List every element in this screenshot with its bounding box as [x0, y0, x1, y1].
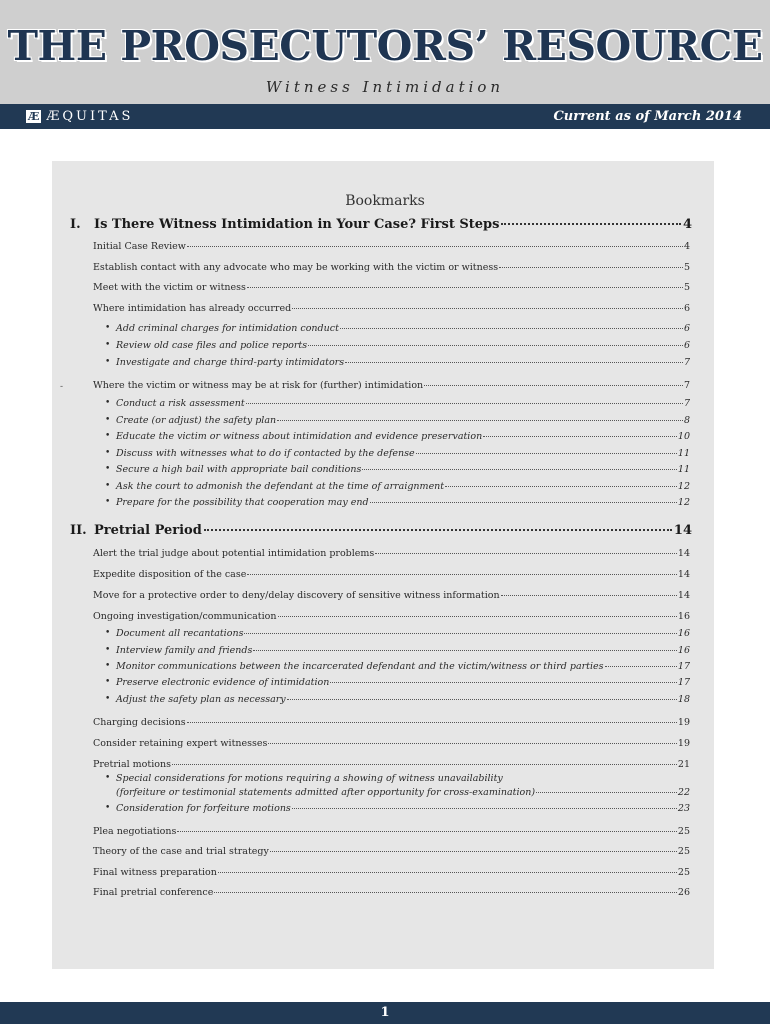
entry-label: Preserve electronic evidence of intimidation [116, 677, 330, 688]
entry-label: Adjust the safety plan as necessary [116, 694, 286, 705]
entry-page: 7 [683, 357, 690, 368]
entry-page: 16 [677, 628, 690, 639]
bookmark-subentry[interactable] [116, 803, 690, 814]
leader-dots [330, 682, 677, 683]
bookmark-entry[interactable] [93, 241, 690, 252]
bullet-icon: • [105, 398, 111, 408]
section-label: Is There Witness Intimidation in Your Case? First Steps [94, 217, 500, 232]
entry-label: Ongoing investigation/communication [93, 611, 277, 622]
entry-page: 14 [677, 590, 690, 601]
entry-label: Investigate and charge third-party intimidators [116, 357, 345, 368]
entry-label: (forfeiture or testimonial statements admitted after opportunity for cross-examination) [116, 787, 536, 798]
bookmark-entry[interactable] [93, 846, 690, 857]
leader-dots [292, 308, 683, 309]
entry-label: Charging decisions [93, 717, 186, 728]
entry-page: 17 [677, 661, 690, 672]
bookmark-subentry[interactable] [116, 787, 690, 798]
leader-dots [370, 502, 677, 503]
document-subtitle: Witness Intimidation [265, 78, 505, 96]
section-label: Pretrial Period [94, 523, 202, 538]
entry-label: Meet with the victim or witness [93, 282, 246, 293]
leader-dots [270, 851, 677, 852]
stray-mark: - [60, 382, 64, 392]
bookmark-entry[interactable] [93, 759, 690, 770]
bookmark-subentry[interactable] [116, 645, 690, 656]
header-band [0, 104, 770, 129]
leader-dots [247, 574, 677, 575]
leader-dots [268, 743, 677, 744]
section-page: 14 [673, 523, 692, 538]
bookmark-subentry[interactable] [116, 357, 690, 368]
entry-page: 14 [677, 548, 690, 559]
entry-label: Special considerations for motions requiring a showing of witness unavailability [116, 773, 503, 784]
bullet-icon: • [105, 803, 111, 813]
entry-page: 4 [683, 241, 690, 252]
bookmark-subentry[interactable] [116, 773, 690, 784]
bookmark-entry[interactable] [93, 262, 690, 273]
bookmark-section-1[interactable] [70, 217, 692, 232]
entry-label: Prepare for the possibility that cooperation may end [116, 497, 369, 508]
bullet-icon: • [105, 773, 111, 783]
entry-label: Discuss with witnesses what to do if contacted by the defense [116, 448, 415, 459]
entry-label: Alert the trial judge about potential intimidation problems [93, 548, 375, 559]
leader-dots [501, 595, 677, 596]
leader-dots [424, 385, 683, 386]
entry-page: 7 [683, 398, 690, 409]
bookmark-subentry[interactable] [116, 415, 690, 426]
bookmark-entry[interactable] [93, 380, 690, 391]
leader-dots [253, 650, 677, 651]
entry-page: 22 [677, 787, 690, 798]
section-number: I. [70, 217, 81, 232]
entry-page: 6 [683, 303, 690, 314]
entry-label: Initial Case Review [93, 241, 186, 252]
leader-dots [483, 436, 677, 437]
entry-label: Add criminal charges for intimidation conduct [116, 323, 339, 334]
entry-label: Secure a high bail with appropriate bail conditions [116, 464, 362, 475]
entry-label: Document all recantations [116, 628, 244, 639]
leader-dots [278, 616, 677, 617]
leader-dots [375, 553, 677, 554]
bookmark-subentry[interactable] [116, 448, 690, 459]
bookmark-entry[interactable] [93, 282, 690, 293]
section-page: 4 [682, 217, 692, 232]
entry-page: 6 [683, 340, 690, 351]
leader-dots [362, 469, 677, 470]
entry-page: 16 [677, 611, 690, 622]
entry-page: 26 [677, 887, 690, 898]
entry-page: 12 [677, 497, 690, 508]
entry-label: Move for a protective order to deny/delay discovery of sensitive witness information [93, 590, 500, 601]
leader-dots [499, 267, 683, 268]
bookmark-entry[interactable] [93, 717, 690, 728]
entry-page: 6 [683, 323, 690, 334]
bookmarks-heading: Bookmarks [345, 193, 425, 209]
entry-page: 11 [677, 448, 690, 459]
leader-dots [187, 722, 677, 723]
entry-page: 25 [677, 846, 690, 857]
leader-dots [218, 872, 677, 873]
entry-label: Final pretrial conference [93, 887, 214, 898]
bookmark-subentry[interactable] [116, 628, 690, 639]
aequitas-logo-text: ÆQUITAS [46, 109, 134, 124]
bullet-icon: • [105, 323, 111, 333]
bullet-icon: • [105, 497, 111, 507]
entry-page: 19 [677, 738, 690, 749]
entry-page: 23 [677, 803, 690, 814]
entry-page: 14 [677, 569, 690, 580]
bookmark-entry[interactable] [93, 887, 690, 898]
bullet-icon: • [105, 415, 111, 425]
bookmark-entry[interactable] [93, 303, 690, 314]
entry-page: 12 [677, 481, 690, 492]
bullet-icon: • [105, 661, 111, 671]
entry-page: 19 [677, 717, 690, 728]
entry-label: Conduct a risk assessment [116, 398, 245, 409]
current-date: Current as of March 2014 [553, 109, 742, 124]
leader-dots [177, 831, 677, 832]
bookmark-subentry[interactable] [116, 464, 690, 475]
entry-label: Interview family and friends [116, 645, 253, 656]
bookmark-entry[interactable] [93, 548, 690, 559]
entry-label: Plea negotiations [93, 826, 177, 837]
aequitas-logo [26, 109, 133, 124]
bookmark-subentry[interactable] [116, 398, 690, 409]
entry-label: Where intimidation has already occurred [93, 303, 292, 314]
leader-dots [244, 633, 676, 634]
bullet-icon: • [105, 481, 111, 491]
leader-dots [246, 403, 683, 404]
leader-dots [287, 699, 677, 700]
entry-page: 10 [677, 431, 690, 442]
document-title: THE PROSECUTORS’ RESOURCE [7, 22, 763, 70]
bookmark-subentry[interactable] [116, 677, 690, 688]
bullet-icon: • [105, 464, 111, 474]
bookmark-entry[interactable] [93, 867, 690, 878]
leader-dots [187, 246, 683, 247]
page-number: 1 [380, 1005, 390, 1020]
bullet-icon: • [105, 628, 111, 638]
entry-page: 8 [683, 415, 690, 426]
bookmark-entry[interactable] [93, 738, 690, 749]
bookmark-subentry[interactable] [116, 431, 690, 442]
bullet-icon: • [105, 431, 111, 441]
aequitas-logo-mark: Æ [28, 110, 40, 123]
entry-page: 5 [683, 262, 690, 273]
bullet-icon: • [105, 340, 111, 350]
entry-page: 25 [677, 867, 690, 878]
bookmark-subentry[interactable] [116, 481, 690, 492]
bullet-icon: • [105, 694, 111, 704]
leader-dots [204, 529, 672, 531]
leader-dots [501, 223, 681, 225]
leader-dots [416, 453, 677, 454]
entry-label: Consider retaining expert witnesses [93, 738, 268, 749]
bullet-icon: • [105, 448, 111, 458]
leader-dots [292, 808, 677, 809]
bookmark-section-2[interactable] [70, 523, 692, 538]
entry-page: 25 [677, 826, 690, 837]
entry-label: Create (or adjust) the safety plan [116, 415, 277, 426]
entry-label: Pretrial motions [93, 759, 171, 770]
entry-label: Final witness preparation [93, 867, 217, 878]
entry-page: 17 [677, 677, 690, 688]
leader-dots [172, 764, 677, 765]
entry-label: Theory of the case and trial strategy [93, 846, 269, 857]
leader-dots [214, 892, 677, 893]
entry-label: Review old case files and police reports [116, 340, 308, 351]
entry-label: Educate the victim or witness about intimidation and evidence preservation [116, 431, 483, 442]
entry-label: Where the victim or witness may be at risk for (further) intimidation [93, 380, 424, 391]
entry-label: Monitor communications between the incarcerated defendant and the victim/witness or third parties [116, 661, 604, 672]
bookmark-entry[interactable] [93, 569, 690, 580]
bookmark-subentry[interactable] [116, 694, 690, 705]
bookmark-subentry[interactable] [116, 497, 690, 508]
entry-page: 18 [677, 694, 690, 705]
bookmark-subentry[interactable] [116, 661, 690, 672]
bullet-icon: • [105, 357, 111, 367]
leader-dots [536, 792, 677, 793]
leader-dots [277, 420, 683, 421]
leader-dots [308, 345, 683, 346]
entry-label: Establish contact with any advocate who may be working with the victim or witness [93, 262, 499, 273]
entry-page: 5 [683, 282, 690, 293]
entry-page: 16 [677, 645, 690, 656]
entry-label: Expedite disposition of the case [93, 569, 247, 580]
leader-dots [345, 362, 683, 363]
bookmark-entry[interactable] [93, 611, 690, 622]
bullet-icon: • [105, 677, 111, 687]
entry-page: 21 [677, 759, 690, 770]
entry-page: 11 [677, 464, 690, 475]
entry-label: Ask the court to admonish the defendant at the time of arraignment [116, 481, 445, 492]
leader-dots [445, 486, 677, 487]
leader-dots [605, 666, 677, 667]
bookmark-entry[interactable] [93, 590, 690, 601]
entry-page: 7 [683, 380, 690, 391]
bullet-icon: • [105, 645, 111, 655]
bookmark-subentry[interactable] [116, 340, 690, 351]
entry-label: Consideration for forfeiture motions [116, 803, 291, 814]
section-number: II. [70, 523, 87, 538]
bookmark-subentry[interactable] [116, 323, 690, 334]
leader-dots [340, 328, 683, 329]
leader-dots [247, 287, 683, 288]
bookmark-entry[interactable] [93, 826, 690, 837]
